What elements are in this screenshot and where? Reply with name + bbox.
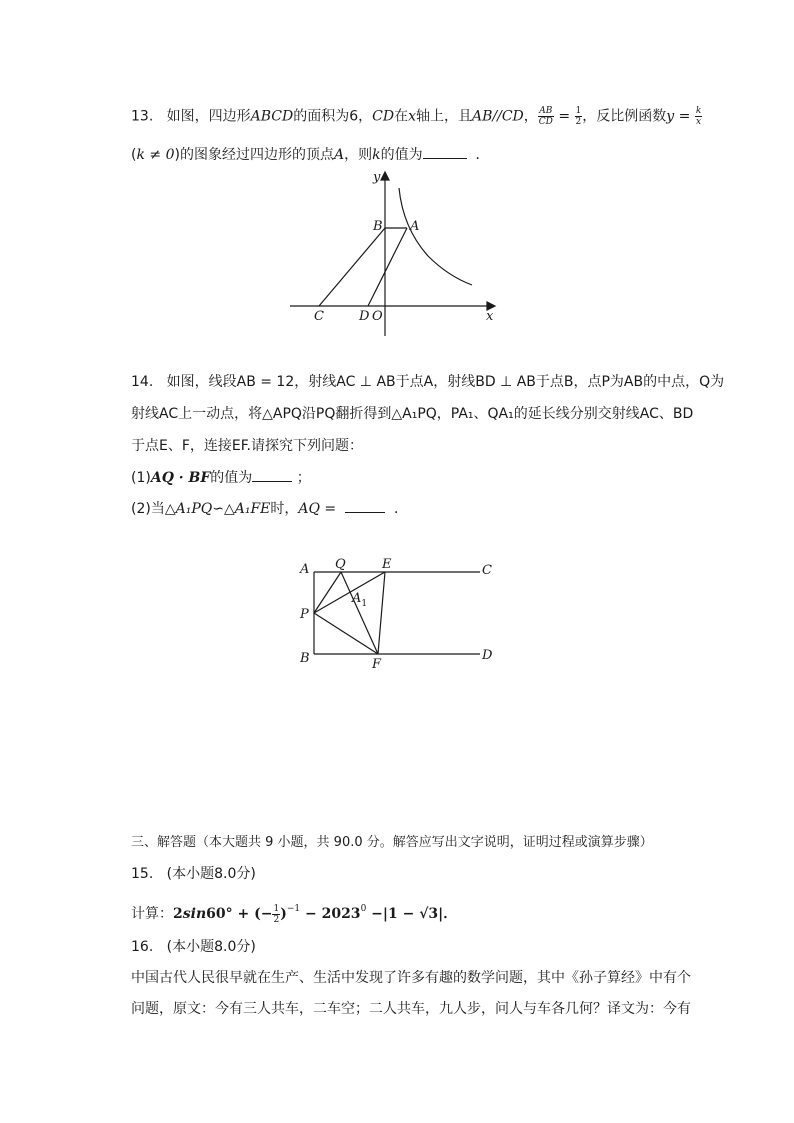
label-c: C (482, 563, 492, 578)
q16-header (131, 937, 256, 957)
label-c: C (314, 309, 324, 324)
hyperbola-curve (399, 188, 472, 285)
q15-score: (本小题8.0分) (166, 866, 256, 882)
q13-func: y = (666, 108, 695, 125)
q14-text: 时， (270, 501, 299, 517)
q14-figure (294, 552, 504, 672)
label-b: B (300, 651, 310, 666)
answer-blank[interactable] (345, 498, 385, 513)
fraction-denominator: 2 (575, 117, 582, 127)
q13-k: k (372, 147, 381, 163)
label-q: Q (335, 557, 346, 572)
q13-text: ，反比例函数 (582, 108, 667, 125)
q13-x: x (408, 108, 416, 125)
q14-text: 如图，线段AB = 12，射线AC ⊥ AB于点A，射线BD ⊥ AB于点B，点P为AB的中点，Q为 (166, 374, 725, 390)
q14-text: ； (296, 470, 311, 486)
label-a1-sub: 1 (361, 599, 368, 609)
q14-aq: AQ = (298, 501, 341, 517)
q13-text: ，则 (344, 147, 373, 163)
segment-ef (378, 572, 385, 654)
label-p: P (300, 607, 309, 622)
fraction-numerator: 1 (575, 106, 582, 116)
q14-part1 (131, 467, 311, 488)
q16-number: 16. (131, 939, 154, 955)
segment-ad (368, 228, 407, 306)
q15-expr: −|1 − √3|． (366, 906, 458, 922)
q14-text: (1) (131, 470, 151, 486)
q14-part2 (131, 498, 408, 519)
fraction-denominator: CD (538, 117, 553, 127)
label-a1 (351, 591, 367, 609)
q16-text: 问题，原文：今有三人共车，二车空；二人共车，九人步，问人与车各几何？译文为：今有 (131, 1001, 691, 1017)
q13-line1 (131, 106, 702, 127)
q16-text: 中国古代人民很早就在生产、生活中发现了许多有趣的数学问题，其中《孙子算经》中有个 (131, 970, 691, 986)
label-e: E (382, 557, 392, 572)
q13-line2 (131, 144, 489, 165)
label-a: A (410, 219, 420, 234)
q13-a: A (333, 147, 345, 163)
q15-sin: sin (182, 906, 207, 922)
label-b: B (373, 219, 383, 234)
label-y: y (373, 170, 381, 185)
q15-expr: − 2023 (300, 906, 361, 922)
segment-pe (314, 572, 385, 613)
q15-number: 15. (131, 866, 154, 882)
q14-product: AQ · BF (150, 470, 211, 486)
q16-line1 (131, 968, 691, 988)
q14-text: (2)当 (131, 501, 165, 517)
q15-expr: ) (280, 906, 287, 922)
q13-text: 的面积为6， (293, 108, 373, 125)
q16-score: (本小题8.0分) (166, 939, 256, 955)
label-a1-main: A (352, 591, 362, 606)
q15-expression (131, 899, 457, 925)
q15-calc-label: 计算： (131, 906, 173, 922)
q14-text: ． (393, 501, 408, 517)
q13-k-over-x-fraction (695, 106, 702, 127)
section-heading-text: 三、解答题（本大题共 9 小题，共 90.0 分。解答应写出文字说明，证明过程或演算步骤） (131, 835, 653, 850)
q15-expr: 2 (173, 906, 183, 922)
q15-exponent: −1 (286, 904, 301, 914)
q13-text: )的图象经过四边形的顶点 (174, 147, 334, 163)
fraction-numerator: AB (539, 106, 553, 116)
q13-text: 的值为 (380, 147, 423, 163)
q13-k-cond: k ≠ 0 (136, 147, 175, 163)
fraction-numerator: k (695, 106, 702, 116)
q14-text: 射线AC上一动点，将△APQ沿PQ翻折得到△A₁PQ，PA₁、QA₁的延长线分别交射线AC、BD (131, 406, 694, 422)
q15-header (131, 864, 256, 884)
q13-parallel: AB//CD (472, 108, 524, 125)
q13-text: 如图，四边形 (166, 108, 251, 125)
answer-blank[interactable] (423, 144, 467, 159)
q14-similar: △A₁PQ∽△A₁FE (164, 501, 271, 517)
y-axis-arrow (381, 172, 389, 180)
q13-text: ( (131, 147, 137, 163)
q14-line3 (131, 436, 363, 456)
q13-text: ． (475, 147, 490, 163)
segment-pq (314, 572, 341, 613)
segment-bc (319, 228, 385, 306)
q13-text: ， (523, 108, 538, 125)
q13-quad: ABCD (250, 108, 294, 125)
q13-figure (285, 166, 510, 346)
fraction-denominator: 2 (273, 914, 280, 925)
q15-exponent: 0 (360, 904, 367, 914)
q14-text: 于点E、F，连接EF.请探究下列问题： (131, 438, 363, 454)
fraction-numerator: 1 (273, 903, 280, 914)
fraction-denominator: x (696, 117, 702, 127)
answer-blank[interactable] (252, 467, 292, 482)
q14-number: 14. (131, 374, 154, 390)
q14-line1 (131, 372, 724, 392)
label-x: x (486, 309, 494, 324)
q13-text: 轴上，且 (416, 108, 472, 125)
label-a: A (300, 562, 310, 577)
q13-equals: = (553, 108, 575, 125)
q13-text: 在 (394, 108, 409, 125)
label-o: O (372, 309, 383, 324)
section-heading (131, 833, 653, 853)
q15-expr: 60° + (− (206, 906, 273, 922)
q13-ratio-fraction (538, 106, 554, 127)
label-d: D (482, 648, 493, 663)
label-f: F (372, 657, 382, 672)
q14-line2 (131, 404, 693, 424)
q13-number: 13. (131, 108, 154, 125)
label-d: D (359, 309, 370, 324)
q14-text: 的值为 (210, 470, 253, 486)
q13-cd: CD (372, 108, 395, 125)
q16-line2 (131, 999, 691, 1019)
